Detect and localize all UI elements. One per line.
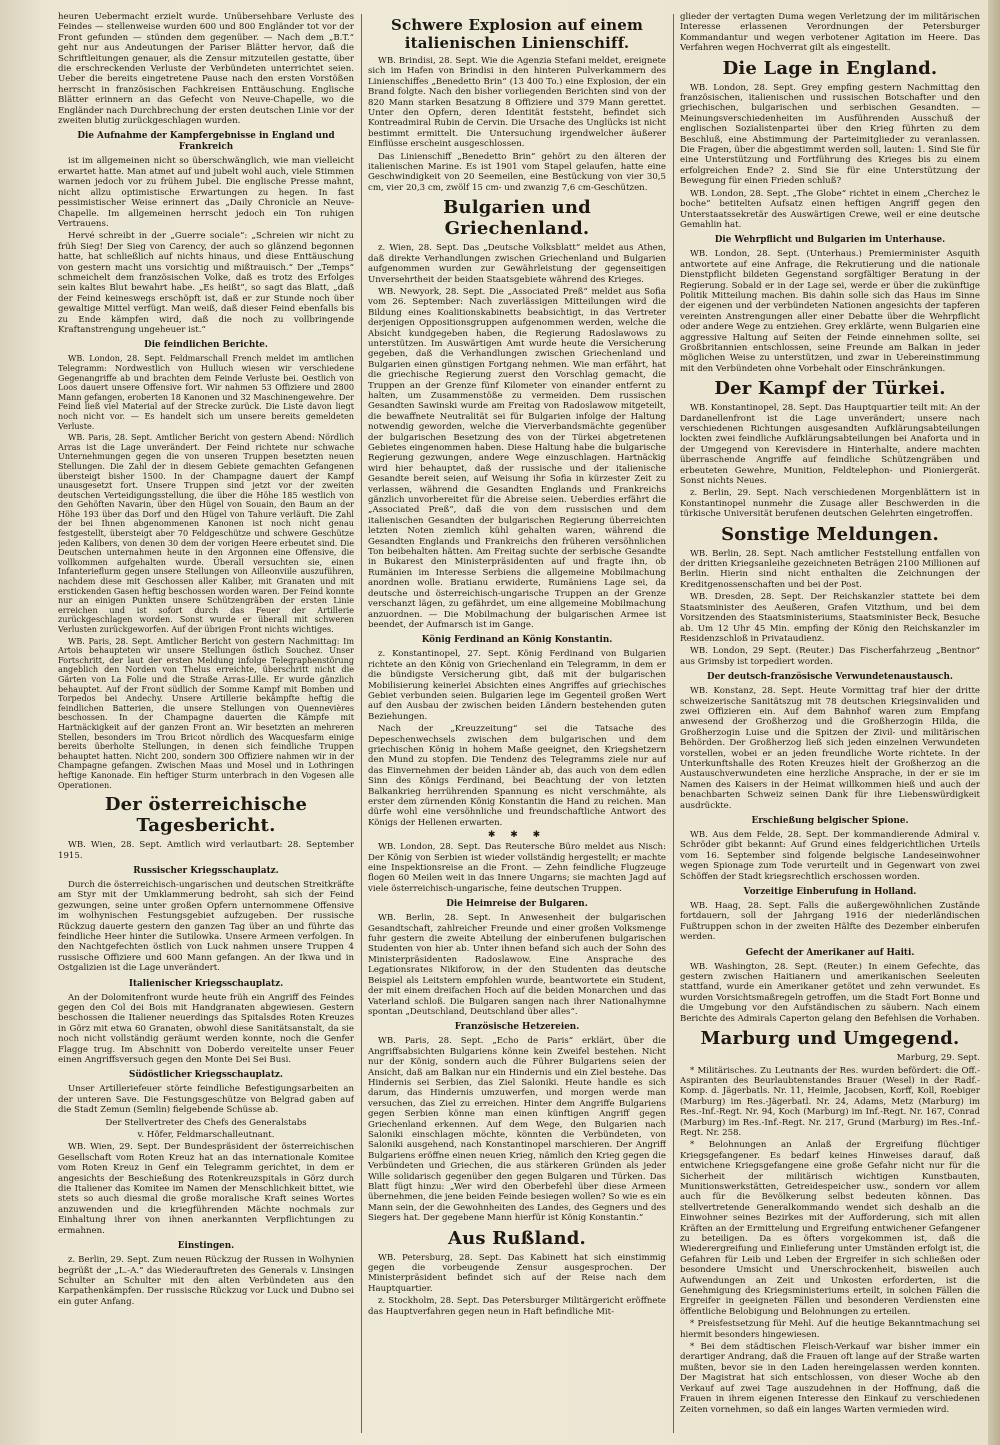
article-headline: Sonstige Meldungen. [721, 523, 939, 545]
signature-line: Der Stellvertreter des Chefs des Generalstabs [105, 1117, 307, 1128]
dispatch: z. Berlin, 29. Sept. Zum neuen Rückzug der Russen in Wolhynien begrüßt der „L.-A.“ das Wiederauftreten des Generals v. Linsingen Schulter an Schulter mit den alten Verbündeten aus den Karpathenkämpfen. Der russische Rückzug vor Luck und Dubno sei ein guter Anfang. [58, 1255, 354, 1307]
section-heading: Einstingen. [177, 1241, 235, 1252]
dispatch: z. Berlin, 29. Sept. Nach verschiedenen Morgenblättern ist in Konstantinopel nunmehr die Zusage aller Beschwerden in die türkische Universität berufenen deutschen Gelehrten eingetroffen. [680, 488, 980, 520]
dateline: Marburg, 29. Sept. [896, 1053, 980, 1064]
dispatch: WB. Brindisi, 28. Sept. Wie die Agenzia Stefani meldet, ereignete sich im Hafen von Brindisi in den hinteren Pulverkammern des Linienschiffes „Benedetto Brin“ (13 400 To.) eine Explosion, der ein Brand folgte. Nach den bisher vorliegenden Berichten sind von der 820 Mann starken Besatzung 8 Offiziere und 379 Mann gerettet. Unter den Opfern, deren Identität feststeht, befindet sich Kontreadmiral Rubin de Cervin. Die Ursache des Unglücks ist nicht bestimmt ermittelt. Die Untersuchung irgendwelcher äußerer Einflüsse erscheint ausgeschlossen. [368, 56, 666, 150]
article-headline: Schwere Explosion auf einem italienischen Linienschiff. [390, 16, 644, 52]
dispatch: WB. Konstantinopel, 28. Sept. Das Hauptquartier teilt mit: An der Dardanellenfront ist die Lage unverändert; unsere nach verschiedenen Richtungen ausgesandten Aufklärungsabteilungen lockten zwei feindliche Aufklärungsabteilungen bei Anaforta und in der Umgegend von Kerevisdere in Hinterhalte, andere machten überraschende Angriffe auf feindliche Schützengräben und erbeuteten Gewehre, Munition, Feldtelephon- und Pioniergerät. Sonst nichts Neues. [680, 403, 980, 487]
paragraph: ist im allgemeinen nicht so überschwänglich, wie man vielleicht erwartet hatte. Man atmet auf und jubelt wohl auch, viele Stimmen warnen jedoch vor zu frühem Jubel. Die englische Presse mahnt, nicht allzu optimistische Erwartungen zu hegen. In fast pessimistischer Weise erinnert das „Daily Chronicle an Neuve-Chapelle. Im allgemeinen herrscht jedoch ein Ton ruhigen Vertrauens. [58, 156, 354, 229]
dispatch: WB. London, 28. Sept. Das Reutersche Büro meldet aus Nisch: Der König von Serbien ist wieder vollständig hergestellt; er machte eine Inspektionsreise an die Front. — Zehn feindliche Flugzeuge flogen 60 Meilen weit in das Innere Ungarns; sie machten Jagd auf viele österreichisch-ungarische, feine deutschen Truppen. [368, 842, 666, 894]
article-headline: Marburg und Umgegend. [700, 1028, 960, 1050]
paragraph: * Preisfestsetzung für Mehl. Auf die heutige Bekanntmachung sei hiermit besonders hingewiesen. [680, 1319, 980, 1340]
dispatch: WB. Newyork, 28. Sept. Die „Associated Preß“ meldet aus Sofia vom 26. September: Nach zuverlässigen Mitteilungen wird die Bildung eines Koalitionskabinetts beabsichtigt, in das Vertreter derjenigen Oppositionsgruppen aufgenommen werden, welche die Absicht kundgegeben haben, die Regierung Radoslawows zu unterstützen. Im Auswärtigen Amt wurde heute die Versicherung gegeben, daß die Verhandlungen zwischen Griechenland und Bulgarien einen günstigen Fortgang nehmen. Wie man erfährt, hat die griechische Regierung zuerst den Vorschlag gemacht, die Truppen an der Grenze fünf Kilometer von einander entfernt zu halten, um Zusammenstöße zu vermeiden. Dem russischen Gesandten Sawinski wurde am Freitag von Radoslawow mitgeteilt, die bewaffnete Neutralität sei für Bulgarien infolge der Haltung notwendig geworden, welche die Vierverbandsmächte gegenüber der bulgarischen Besetzung des von der Türkei abgetretenen Gebietes eingenommen haben. Diese Haltung habe die bulgarische Regierung gezwungen, andere Wege einzuschlagen. Hartnäckig wird hier behauptet, daß der russische und der italienische Gesandte bereit seien, auf Weisung ihr Sofia in kürzester Zeit zu verlassen, während die Gesandten Englands und Frankreichs gänzlich unvorbereitet für die Abreise seien. Ueberdies erfährt die „Associated Preß“, daß die von dem russischen und dem italienischen Gesandten der bulgarischen Regierung überreichten letzten Noten ziemlich kühl gehalten waren, während die Gesandten Englands und Frankreichs den früheren versöhnlichen Ton beibehalten hätten. Am Freitag suchte der serbische Gesandte in Bukarest den Ministerpräsidenten auf und fragte ihn, ob Rumänien im Interesse Serbiens die allgemeine Mobilmachung anordnen wolle. Bratianu erwiderte, Rumäniens Lage sei, da deutsche und österreichisch-ungarische Truppen an der Grenze verschanzt lägen, zu gefährdet, um eine allgemeine Mobilmachung anzuordnen. — Die Mobilmachung der bulgarischen Armee ist beendet, der Aufmarsch ist im Gange. [368, 286, 666, 630]
article-headline: Die Lage in England. [722, 57, 938, 79]
article-headline: Der österreichische Tagesbericht. [104, 794, 308, 837]
paragraph: Durch die österreichisch-ungarischen und deutschen Streitkräfte am Styr mit der Umklammerung bedroht, sah sich der Feind gezwungen, seine unter großen Opfern unternommene Offensive im wolhynischen Festungsgebiet aufzugeben. Der russische Rückzug dauerte gestern den ganzen Tag über an und führte das feindliche Heer hinter die Sutilowka. Unsere Armeen verfolgen. In den Nachtgefechten östlich von Luck nahmen unsere Truppen 4 russische Offiziere und 600 Mann gefangen. An der Ikwa und in Ostgalizien ist die Lage unverändert. [58, 879, 354, 974]
dispatch: WB. London, 28. Sept. Feldmarschall French meldet im amtlichen Telegramm: Nordwestlich von Hulluch wiesen wir verschiedene Gegenangriffe ab und brachten dem Feinde Verluste bei. Oestlich von Loos dauert unsere Offensive fort. Wir nahmen 53 Offiziere und 2800 Mann gefangen, eroberten 18 Kanonen und 32 Maschinengewehre. Der Feind ließ viel Material auf der Strecke zurück. Die Liste davon liegt noch nicht vor. — Es handelt sich um unsere bereits gemeldeten Verluste. [58, 353, 354, 431]
paragraph: Hervé schreibt in der „Guerre sociale“: „Schreien wir nicht zu früh Sieg! Der Sieg von Carency, der auch so glänzend begonnen hatte, hat schließlich auf nichts hinaus, und diese Enttäuschung von gestern macht uns vorsichtig und mißtrauisch.“ Der „Temps“ schmeichelt dem französischen Volke, daß es trotz des Erfolges sein kaltes Blut bewahrt habe. „Es heißt“, so sagt das Blatt, „daß der Feind keineswegs erschöpft ist, daß er zur Stunde noch über gewaltige Mittel verfügt. Man weiß, daß dieser Feind ebenfalls bis zu Ende kämpfen wird, daß die noch zu vollbringende Kraftanstrengung ungeheuer ist.“ [58, 231, 354, 335]
dispatch: z. Stockholm, 28. Sept. Das Petersburger Militärgericht eröffnete das Hauptverfahren gegen neun in Haft befindliche Mit- [368, 1296, 666, 1317]
dispatch: WB. Berlin, 28. Sept. Nach amtlicher Feststellung entfallen von der dritten Kriegsanleihe gezeichneten Beträgen 2100 Millionen auf Berlin. Hierin sind nicht enthalten die Zeichnungen der Kreditgenossenschaften und bei der Post. [680, 548, 980, 590]
dispatch: WB. London, 28. Sept. Grey empfing gestern Nachmittag den französischen, italienischen und russischen Botschafter und den griechischen, bulgarischen und serbischen Gesandten. — Meinungsverschiedenheiten im Ausführenden Ausschuß der englischen Sozialistenpartei über den Krieg führten zu dem Beschluß, eine Abstimmung der Parteimitglieder zu veranlassen. Die Fragen, über die abgestimmt werden soll, lauten: 1. Sind Sie für eine Unterstützung und Fortführung des Krieges bis zu einem erfolgreichen Ende? 2. Sind Sie für eine Unterstützung der Bewegung für einen Frieden schluß? [680, 82, 980, 187]
dispatch: WB. London, 28. Sept. (Unterhaus.) Premierminister Asquith antwortete auf eine Anfrage, die Rekrutierung und die nationale Dienstpflicht bildeten Gegenstand sorgfältiger Beratung in der Regierung. Sobald er in der Lage sei, werde er über die zukünftige Politik Mitteilung machen. Bis dahin solle sich das Haus im Sinne der eigenen und der verbündeten Nationen angesichts der tapferen vereinten Anstrengungen aller einer Debatte über die Wehrpflicht oder andere Wege zu entziehen. Grey erklärte, wenn Bulgarien eine aggressive Haltung auf Seiten der Feinde einnehmen sollte, sei Großbritannien entschlossen, seine Freunde am Balkan in jeder möglichen Weise zu unterstützen, und zwar in Uebereinstimmung mit den Verbündeten ohne Vorbehalt oder Einschränkungen. [680, 249, 980, 374]
column-rule [361, 14, 362, 1433]
paragraph: Unser Artilleriefeuer störte feindliche Befestigungsarbeiten an der unteren Save. Die Festungsgeschütze von Belgrad gaben auf die Stadt Zemun (Semlin) fielgebende Schüsse ab. [58, 1084, 354, 1116]
paragraph: An der Dolomitenfront wurde heute früh ein Angriff des Feindes gegen den Col dei Bois mit Handgranaten abgewiesen. Gestern beschossen die Italiener neuerdings das Spitalsdes Roten Kreuzes in Görz mit etwa 60 Granaten, obwohl diese Sanitätsanstalt, da sie noch nicht vollständig geräumt werden konnte, noch die Genfer Flagge trug. Im Abschnitt von Doberdo vereitelte unser Feuer einen Angriffsversuch gegen den Monte Dei Sei Busi. [58, 992, 354, 1065]
article-headline: Aus Rußland. [447, 1227, 586, 1249]
dispatch: WB. Paris, 28. Sept. „Echo de Paris“ erklärt, über die Angriffsabsichten Bulgariens könne kein Zweifel bestehen. Nicht nur der König, sondern auch die Führer Bulgariens seien der Ansicht, daß am Balkan nur ein Hindernis und ein Ziel bestehe. Das Hindernis sei Serbien, das Ziel Saloniki. Heute handle es sich darum, das Hindernis umzuwerfen, und morgen werde man versuchen, das Ziel zu erreichen. Hinter dem Angriffe Bulgariens gegen Serbien könne man einen künftigen Angriff gegen Griechenland erkennen. Auf dem Wege, den Bulgarien nach Saloniki einschlagen möchte, könnten die Verbündeten, von Saloniki ausgehend, nach Konstantinopel marschieren. Der Angriff Bulgariens eröffne einen neuen Krieg, nämlich den Krieg gegen die Verbündeten und Griechen, die aus stärkeren Gründen als jeder Wille solidarisch gegenüber den gegen Bulgaren und Türken. Das Blatt fügt hinzu: „Wer wird den Oberbefehl über diese Armeen übernehmen, die jene beiden Feinde besiegen wollen? So wie es ein Mann sein, der die Gewohnheiten des Landes, des Gegners und des Siegers hat. Der gegebene Mann hierfür ist König Konstantin.“ [368, 1036, 666, 1224]
dispatch: WB. Paris, 28. Sept. Amtlicher Bericht von gestern Nachmittag: Im Artois behaupteten wir unsere Stellungen östlich Souchez. Unser Fortschritt, der laut der ersten Meldung infolge Telegraphenstörung angeblich den Norden von Thelus erreichte, überschritt nicht die Gärten von La Folie und die Straße Arras-Lille. Er wurde gänzlich behauptet. Auf der Front südlich der Somme Kampf mit Bomben und Torpedos bei Andechy. Unsere Artillerie bekämpfte heftig die feindlichen Batterien, die unsere Stellungen von Quennevières beschossen. In der Champagne dauerten die Kämpfe mit Hartnäckigkeit auf der ganzen Front an. Wir besetzten an mehreren Stellen, besonders im Trou Bricot nördlich des Wacquesfarm einige bereits überholte Stellungen, in denen sich feindliche Truppen behauptet hatten. Nicht 200, sondern 300 Offiziere nahmen wir in der Champagne gefangen. Zwischen Maas und Mosel und in Lothringen heftige Kanonade. Ein heftiger Sturm unterbrach in den Vogesen alle Operationen. [58, 635, 354, 790]
section-heading: Vorzeitige Einberufung in Holland. [743, 887, 917, 898]
section-heading: Französische Hetzereien. [454, 1022, 580, 1033]
section-heading: König Ferdinand an König Konstantin. [421, 635, 613, 646]
dispatch: WB. Wien, 28. Sept. Amtlich wird verlautbart: 28. September 1915. [58, 840, 354, 861]
paragraph: heuren Uebermacht erzielt wurde. Unübersehbare Verluste des Feindes — stellenweise wurden 600 und 800 Engländer tot vor der Front gefunden — stünden dem gegenüber. — Nach dem „B.T.“ geht nur aus Andeutungen der Pariser Blätter hervor, daß die Schriftleitungen genauer, als die Zensur mitzuteilen gestatte, über die erschreckenden Verluste der Verbündeten unterrichtet seien. Ueber die bereits eingetretene Pause nach den ersten Vorstößen herrscht in französischen Fachkreisen Enttäuschung. Englische Blätter erinnern an das Gefecht von Neuve-Chapelle, wo die Engländer nach Durchbrechung der ersten deutschen Linie vor der zweiten blutig zurückgeschlagen wurden. [58, 12, 354, 127]
paragraph: * Bei dem städtischen Fleisch-Verkauf war bisher immer ein derartiger Andrang, daß die Frauen oft lange auf der Straße warten mußten, bevor sie in den Laden hereingelassen werden konnten. Der Magistrat hat sich entschlossen, von dieser Woche ab den Verkauf auf zwei Tage auszudehnen in der Hoffnung, daß die Frauen in ihrem eigenen Interesse den Einkauf zu verschiedenen Zeiten vornehmen, so daß ein langes Warten vermieden wird. [680, 1342, 980, 1415]
article-headline: Bulgarien und Griechenland. [443, 197, 591, 240]
dispatch: WB. Washington, 28. Sept. (Reuter.) In einem Gefechte, das gestern zwischen Haitianern und amerikanischen Seeleuten stattfand, wurde ein Amerikaner getötet und zehn verwundet. Es wurden Vorsichtsmaßregeln getroffen, um die Stadt Fort Bonne und die Umgebung vor den Aufständischen zu säubern. Nach einem Berichte des Admirals Caperton gelang den Befehlsen die Vorhaben. [680, 961, 980, 1024]
section-heading: Die feindlichen Berichte. [144, 340, 268, 351]
column-2 [368, 12, 666, 1433]
section-heading: Gefecht der Amerikaner auf Haiti. [745, 947, 915, 958]
paragraph: Nach der „Kreuzzeitung“ sei die Tatsache des Depeschenwechsels zwischen dem bulgarischen und dem griechischen König in hohem Maße geeignet, den Kriegshetzern den Mund zu stopfen. Die Tendenz des Telegramms ziele nur auf das Einvernehmen der beiden Länder ab, das auch von dem edlen Sinn des Königs Ferdinand, bei Beachtung der von letzten Balkankrieg herrührenden Spannung es nicht verschmähte, als erster dem zürnenden König Konstantin die Hand zu reichen. Man dürfe wohl eine versöhnliche und freundschaftliche Antwort des Königs der Hellenen erwarten. [368, 724, 666, 828]
paragraph: glieder der vertagten Duma wegen Verletzung der im militärischen Interesse erlassenen Verordnungen der Petersburger Kommandantur und wegen verbotener Agitation im Heere. Das Verfahren wegen Hochverrat gilt als eingestellt. [680, 12, 980, 54]
section-heading: Die Heimreise der Bulgaren. [446, 899, 588, 910]
column-3 [680, 12, 980, 1433]
section-heading: Die Wehrpflicht und Bulgarien im Unterhause. [714, 235, 946, 246]
page-gutter [0, 0, 40, 1445]
column-rule [673, 14, 674, 1433]
paragraph: * Militärisches. Zu Leutnants der Res. wurden befördert: die Off.-Aspiranten des Beurlaubtenstandes Brauer (Wesel) in der Radf.-Komp. d. Jägerbatls. Nr. 11, Heimle, Jacobsen, Korff, Koll, Roebiger (Marburg) im Res.-Jägerbatl. Nr. 24, Adams, Metz (Marburg) im Res.-Inf.-Regt. Nr. 94, Koch (Marburg) im Inf.-Regt. Nr. 167, Conrad (Marburg) im Res.-Inf.-Regt. Nr. 217, Grund (Marburg) im Res.-Inf.-Regt. Nr. 258. [680, 1065, 980, 1138]
paragraph: Das Linienschiff „Benedetto Brin“ gehört zu den älteren der italienischen Marine. Es ist 1901 vom Stapel gelaufen, hatte eine Geschwindigkeit von 20 Seemeilen, eine Bestückung von vier 30,5 cm, vier 20,3 cm, zwölf 15 cm- und zwanzig 7,6 cm-Geschützen. [368, 151, 666, 193]
signature-line: v. Höfer, Feldmarschalleutnant. [137, 1130, 275, 1141]
dispatch: WB. London, 29 Sept. (Reuter.) Das Fischerfahrzeug „Bentnor“ aus Grimsby ist torpediert worden. [680, 646, 980, 667]
article-headline: Der Kampf der Türkei. [714, 378, 946, 400]
dispatch: WB. Paris, 28. Sept. Amtlicher Bericht von gestern Abend: Nördlich Arras ist die Lage unverändert. Der Feind richtete nur schwache Unternehmungen gegen die von unseren Truppen besetzten neuen Stellungen. Die Zahl der in diesem Gebiete gemachten Gefangenen übersteigt bisher 1500. In der Champagne dauert der Kampf unausgesetzt fort. Unsere Truppen sind jetzt vor der zweiten deutschen Verteidigungsstellung, die über die Höhe 185 westlich von den Gehöften Navarin, über den Hügel von Souain, den Baum an der Höhe 193 über das Dorf und den Hügel von Tahure verläuft. Die Zahl der bei Ihnen abgenommenen Kanonen ist noch nicht genau festgestellt, übersteigt aber 70 Feldgeschütze und schwere Geschütze jeden Kalibers, von denen 30 dem der vorigen Heere erbeutet sind. Die Deutschen unternahmen heute in den Argonnen eine Offensive, die vollkommen aufgehalten wurde. Überall versuchten sie, einen Infanterieflurm gegen unsere Stellungen von Ailleonviile auszuführen, nachdem diese mit Geschossen aller Kaliber, mit Granaten und mit erstickenden Gasen heftig beschossen worden waren. Der Feind konnte nur an einigen Punkten unsere Schützengräben der ersten Linie erreichen und ist sofort durch das Feuer der Artillerie zurückgeschlagen worden. Sonst wurde er überall mit schweren Verlusten zurückgeworfen. Auf der übrigen Front nichts wichtiges. [58, 432, 354, 634]
dispatch: WB. Wien, 29. Sept. Der Bundespräsident der österreichischen Gesellschaft vom Roten Kreuz hat an das internationale Komitee vom Roten Kreuz in Genf ein Telegramm gerichtet, in dem er angesichts der Beschießung des Rotenkreuzspitals in Görz durch die Italiener das Komitee im Namen der Menschlichkeit bittet, wie stets so auch diesmal die große moralische Kraft seines Wortes anzuwenden und die kriegführenden Mächte nochmals zur Einhaltung ihrer von ihnen anerkannten Verpflichtungen zu ermahnen. [58, 1142, 354, 1236]
dispatch: z. Konstantinopel, 27. Sept. König Ferdinand von Bulgarien richtete an den König von Griechenland ein Telegramm, in dem er die bündigste Versicherung gibt, daß mit der bulgarischen Mobilisierung keinerlei Absichten eines Angriffes auf griechisches Gebiet verbunden seien. Bulgarien lege im Gegenteil großen Wert auf den Ausbau der zwischen beiden Ländern bestehenden guten Beziehungen. [368, 649, 666, 722]
section-heading: Der deutsch-französische Verwundetenaustausch. [707, 672, 953, 683]
page-edge [988, 0, 1000, 1445]
dispatch: z. Wien, 28. Sept. Das „Deutsche Volksblatt“ meldet aus Athen, daß direkte Verhandlungen zwischen Griechenland und Bulgarien aufgenommen wurden zur Gewährleistung der gegenseitigen Unversehrtheit der beiden Staatsgebiete während des Krieges. [368, 243, 666, 285]
divider: ✱ ✱ ✱ [487, 830, 547, 841]
dispatch: WB. Berlin, 28. Sept. In Anwesenheit der bulgarischen Gesandtschaft, zahlreicher Freunde und einer großen Volksmenge fuhr gestern die zweite Abteilung der einberufenen bulgarischen Studenten von hier ab. Unter ihnen befand sich auch der Sohn des Ministerpräsidenten Radoslawow. Eine Ansprache des Legationsrates Nikiforow, in der den Studenten das deutsche Beispiel als Leitstern empfohlen wurde, beantwortete ein Student, der mit einem dreifachen Hoch auf die beiden Monarchen und das Vaterland schloß. Die Bulgaren sangen nach ihrer Nationalhymne spontan „Deutschland, Deutschland über alles“. [368, 913, 666, 1017]
dispatch: WB. Dresden, 28. Sept. Der Reichskanzler stattete bei dem Staatsminister des Aeußeren, Grafen Vitzthum, und bei dem Vorsitzenden des Staatsministeriums, Staatsminister Beck, Besuche ab. Um 12 Uhr 45 Min. empfing der König den Reichskanzler im Residenzschloß in Privataudienz. [680, 592, 980, 644]
section-heading: Erschießung belgischer Spione. [751, 816, 909, 826]
dispatch: WB. Petersburg, 28. Sept. Das Kabinett hat sich einstimmig gegen die vorbeugende Zensur ausgesprochen. Der Ministerpräsident befindet sich auf der Reise nach dem Hauptquartier. [368, 1252, 666, 1294]
column-1 [58, 12, 354, 1433]
section-heading: Die Aufnahme der Kampfergebnisse in England und Frankreich [77, 131, 335, 153]
dispatch: WB. Aus dem Felde, 28. Sept. Der kommandierende Admiral v. Schröder gibt bekannt: Auf Grund eines feldgerichtlichen Urteils vom 16. September sind folgende belgische Landeseinwohner wegen Spionage zum Tode verurteilt und in Gegenwart von zwei Schöffen der Stadt kriegsrechtlich erschossen worden. [680, 830, 980, 882]
dispatch: WB. Haag, 28. Sept. Falls die außergewöhnlichen Zustände fortdauern, soll der Jahrgang 1916 der niederländischen Fußtruppen schon in der zweiten Hälfte des Dezember einberufen werden. [680, 901, 980, 943]
section-heading: Italienischer Kriegsschauplatz. [128, 978, 284, 989]
dispatch: WB. Konstanz, 28. Sept. Heute Vormittag traf hier der dritte schweizerische Sanitätszug mit 78 deutschen Kriegsinvaliden und zwei Offizieren ein. Auf dem Bahnhof waren zum Empfang anwesend der Großherzog und die Großherzogin Hilda, die Großherzogin Luise und die Spitzen der Zivil- und militärischen Behörden. Der Großherzog ließ sich jeden einzelnen Verwundeten vorstellen, wobei er an jeden freundliche Worte richtete. In der Unterkunftshalle des Roten Kreuzes hielt der Großherzog an die Austauschverwundeten eine herzliche Ansprache, in der er sie im Namen des Kaisers in der Heimat willkommen hieß und auch der benachbarten Schweiz seinen Dank für ihre Liebenswürdigkeit ausdrückte. [680, 686, 980, 811]
paragraph: * Belohnungen an Anlaß der Ergreifung flüchtiger Kriegsgefangener. Es bedarf keines Hinweises darauf, daß entwichene Kriegsgefangene eine große Gefahr nicht nur für die Sicherheit der militärisch wichtigen Kunstbauten, Munitionswerkstätten, Getreidespeicher usw., sondern vor allem auch für die Bevölkerung selbst bedeuten können. Das stellvertretende Generalkommando wendet sich deshalb an die Einwohner seines Bezirkes mit der Aufforderung, sich mit allen Kräften an der Ermittelung und Ergreifung entwichener Gefangener zu beteiligen. Da es öfters vorgekommen ist, daß die Wiederergreifung und Einlieferung unter Umständen erfolgt ist, die Gefahren für Leib und Leben der Ergreifer in sich schließen oder besondere Umsicht und Unerschrockenheit, bisweilen auch Aufwendungen an Zeit und Unkosten erforderten, ist die Genehmigung des Kriegsministeriums erteilt, in solchen Fällen die Ergreifer in geeigneten Fällen und besonderen Verdiensten eine öffentliche Belobigung und Belohnungen zu erteilen. [680, 1140, 980, 1317]
dispatch: WB. London, 28. Sept. „The Globe“ richtet in einem „Cherchez le boche“ betitelten Aufsatz einen heftigen Angriff gegen den Unterstaatssekretär des Auswärtigen Crewe, weil er eine deutsche Gemahlin hat. [680, 188, 980, 230]
section-heading: Russischer Kriegsschauplatz. [133, 865, 279, 876]
section-heading: Südöstlicher Kriegsschauplatz. [129, 1070, 283, 1081]
